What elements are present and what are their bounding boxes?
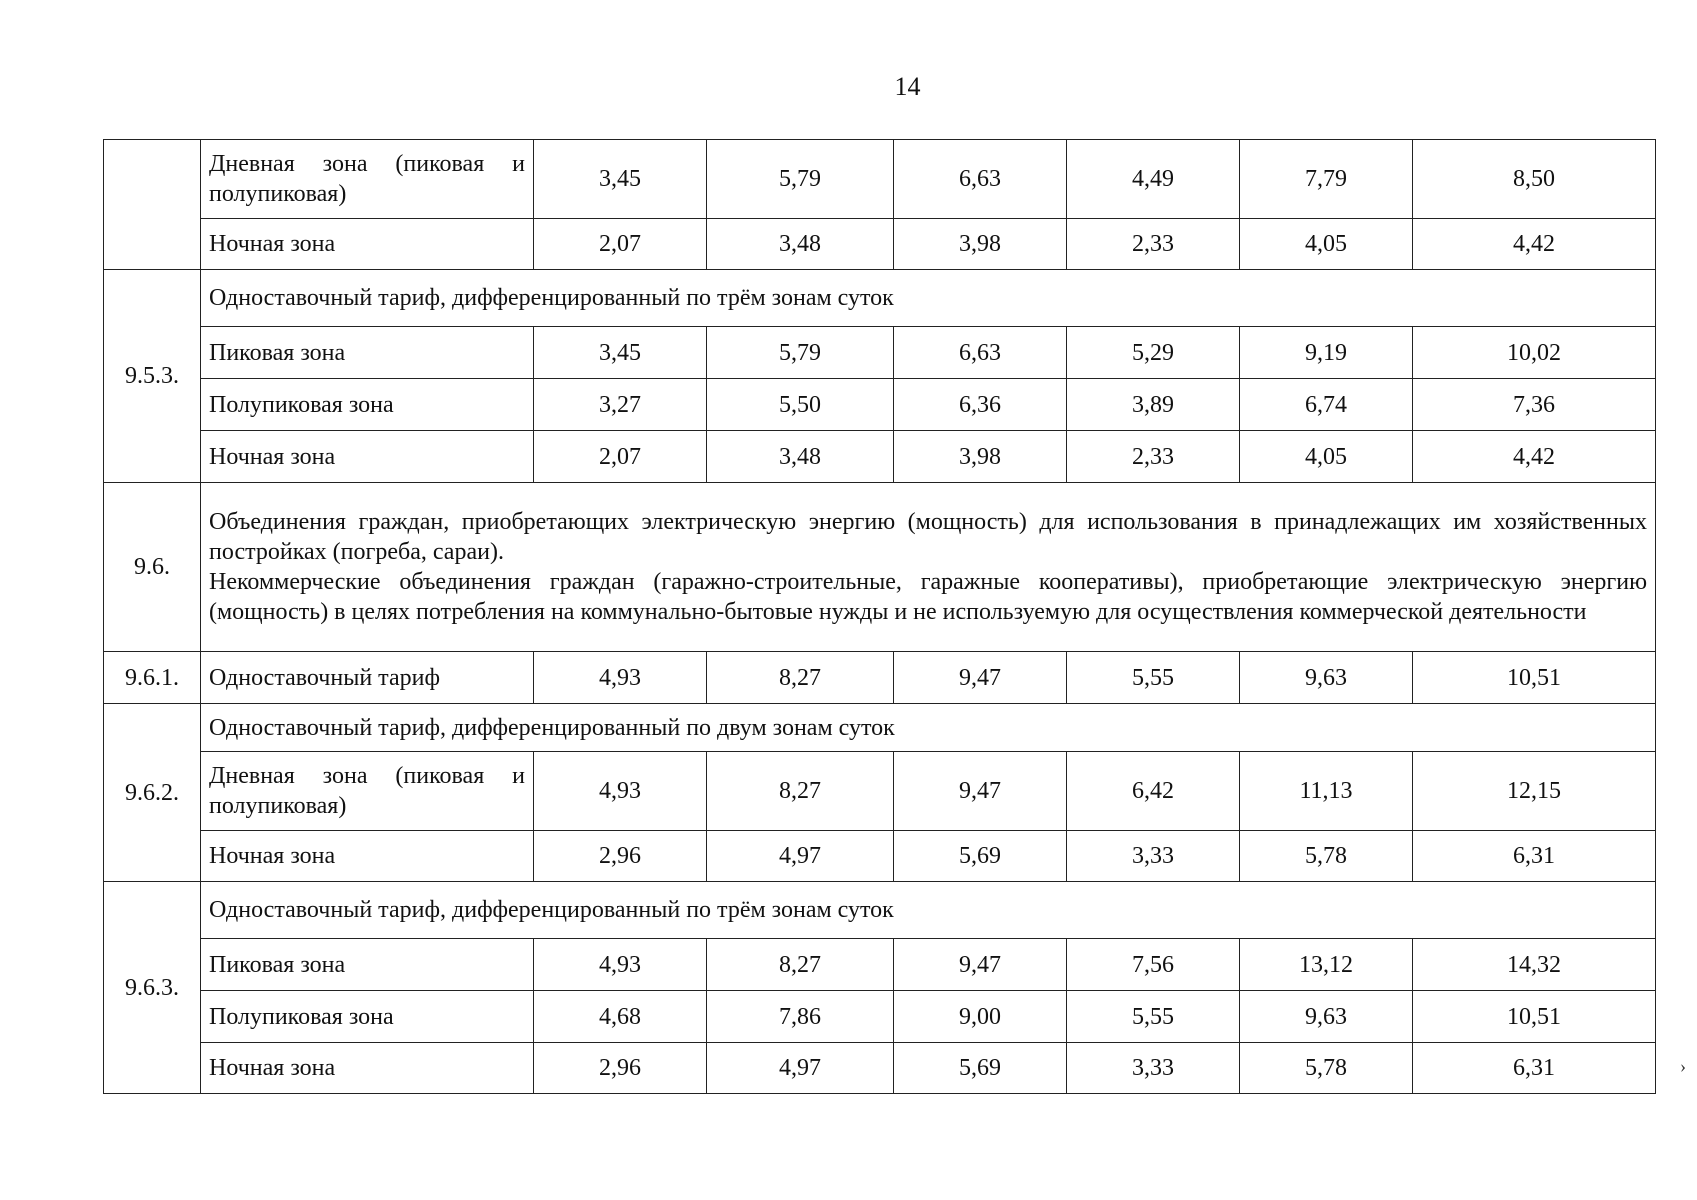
value-cell: 8,27 [707,939,894,991]
value-cell: 4,49 [1067,140,1240,219]
value-cell: 10,51 [1413,991,1656,1043]
row-label: Ночная зона [201,831,534,882]
description-paragraph: Объединения граждан, приобретающих электрическую энергию (мощность) для использования в принадлежащих им хозяйственных постройках (погреба, сараи). [209,509,1647,565]
row-label: Ночная зона [201,219,534,270]
table-row [104,431,1656,483]
value-cell: 6,31 [1413,1043,1656,1094]
row-number: 9.6.2. [104,704,201,882]
row-label: Дневная зона (пиковая и полупиковая) [201,752,534,831]
section-description [201,483,1656,652]
table-row [104,270,1656,327]
value-cell: 9,63 [1240,652,1413,704]
value-cell: 8,50 [1413,140,1656,219]
value-cell: 4,68 [534,991,707,1043]
value-cell: 5,69 [894,831,1067,882]
row-label: Одноставочный тариф [201,652,534,704]
section-header: Одноставочный тариф, дифференцированный по двум зонам суток [201,704,1656,752]
value-cell: 4,93 [534,939,707,991]
value-cell: 6,31 [1413,831,1656,882]
value-cell: 9,63 [1240,991,1413,1043]
value-cell: 6,63 [894,327,1067,379]
table-row [104,327,1656,379]
table-row [104,991,1656,1043]
value-cell: 4,05 [1240,431,1413,483]
value-cell: 3,48 [707,431,894,483]
value-cell: 7,79 [1240,140,1413,219]
value-cell: 6,63 [894,140,1067,219]
value-cell: 5,78 [1240,1043,1413,1094]
value-cell: 5,69 [894,1043,1067,1094]
tariff-table [103,139,1656,1094]
value-cell: 4,05 [1240,219,1413,270]
value-cell: 4,93 [534,652,707,704]
tariff-table-body [104,140,1656,1094]
row-number: 9.6. [104,483,201,652]
page-number: 14 [894,72,921,101]
section-header: Одноставочный тариф, дифференцированный по трём зонам суток [201,270,1656,327]
value-cell: 6,36 [894,379,1067,431]
value-cell: 4,93 [534,752,707,831]
description-paragraph: Некоммерческие объединения граждан (гаражно-строительные, гаражные кооперативы), приобретающие электрическую энергию (мощность) в целях потребления на коммунально-бытовые нужды и не используемую для осуществления коммерческой деятельности [209,569,1647,625]
value-cell: 4,97 [707,1043,894,1094]
table-row [104,219,1656,270]
value-cell: 14,32 [1413,939,1656,991]
table-row [104,379,1656,431]
value-cell: 10,51 [1413,652,1656,704]
value-cell: 5,55 [1067,652,1240,704]
table-row [104,882,1656,939]
row-number: 9.5.3. [104,270,201,483]
row-label: Ночная зона [201,431,534,483]
value-cell: 6,74 [1240,379,1413,431]
value-cell: 8,27 [707,652,894,704]
row-number: 9.6.1. [104,652,201,704]
value-cell: 9,19 [1240,327,1413,379]
value-cell: 5,79 [707,140,894,219]
row-label: Ночная зона [201,1043,534,1094]
table-row [104,652,1656,704]
value-cell: 8,27 [707,752,894,831]
value-cell: 3,45 [534,140,707,219]
edge-mark: › [1680,1056,1686,1076]
value-cell: 4,97 [707,831,894,882]
value-cell: 2,33 [1067,431,1240,483]
value-cell: 4,42 [1413,219,1656,270]
table-row [104,704,1656,752]
row-label: Пиковая зона [201,939,534,991]
table-row [104,752,1656,831]
row-number-cell [104,140,201,270]
value-cell: 3,98 [894,431,1067,483]
value-cell: 5,50 [707,379,894,431]
value-cell: 7,86 [707,991,894,1043]
value-cell: 12,15 [1413,752,1656,831]
value-cell: 5,55 [1067,991,1240,1043]
value-cell: 3,27 [534,379,707,431]
value-cell: 2,96 [534,831,707,882]
value-cell: 2,33 [1067,219,1240,270]
value-cell: 7,36 [1413,379,1656,431]
row-number: 9.6.3. [104,882,201,1094]
value-cell: 2,07 [534,431,707,483]
value-cell: 6,42 [1067,752,1240,831]
value-cell: 2,07 [534,219,707,270]
value-cell: 2,96 [534,1043,707,1094]
value-cell: 4,42 [1413,431,1656,483]
table-row [104,1043,1656,1094]
value-cell: 3,48 [707,219,894,270]
table-row [104,939,1656,991]
value-cell: 7,56 [1067,939,1240,991]
value-cell: 3,45 [534,327,707,379]
value-cell: 13,12 [1240,939,1413,991]
table-row [104,140,1656,219]
value-cell: 3,89 [1067,379,1240,431]
value-cell: 3,98 [894,219,1067,270]
value-cell: 9,00 [894,991,1067,1043]
row-label: Полупиковая зона [201,379,534,431]
row-label: Полупиковая зона [201,991,534,1043]
value-cell: 3,33 [1067,831,1240,882]
section-header: Одноставочный тариф, дифференцированный по трём зонам суток [201,882,1656,939]
value-cell: 9,47 [894,652,1067,704]
value-cell: 5,29 [1067,327,1240,379]
value-cell: 5,79 [707,327,894,379]
value-cell: 9,47 [894,752,1067,831]
table-row [104,483,1656,652]
value-cell: 9,47 [894,939,1067,991]
value-cell: 10,02 [1413,327,1656,379]
table-row [104,831,1656,882]
value-cell: 3,33 [1067,1043,1240,1094]
row-label: Дневная зона (пиковая и полупиковая) [201,140,534,219]
value-cell: 5,78 [1240,831,1413,882]
row-label: Пиковая зона [201,327,534,379]
value-cell: 11,13 [1240,752,1413,831]
